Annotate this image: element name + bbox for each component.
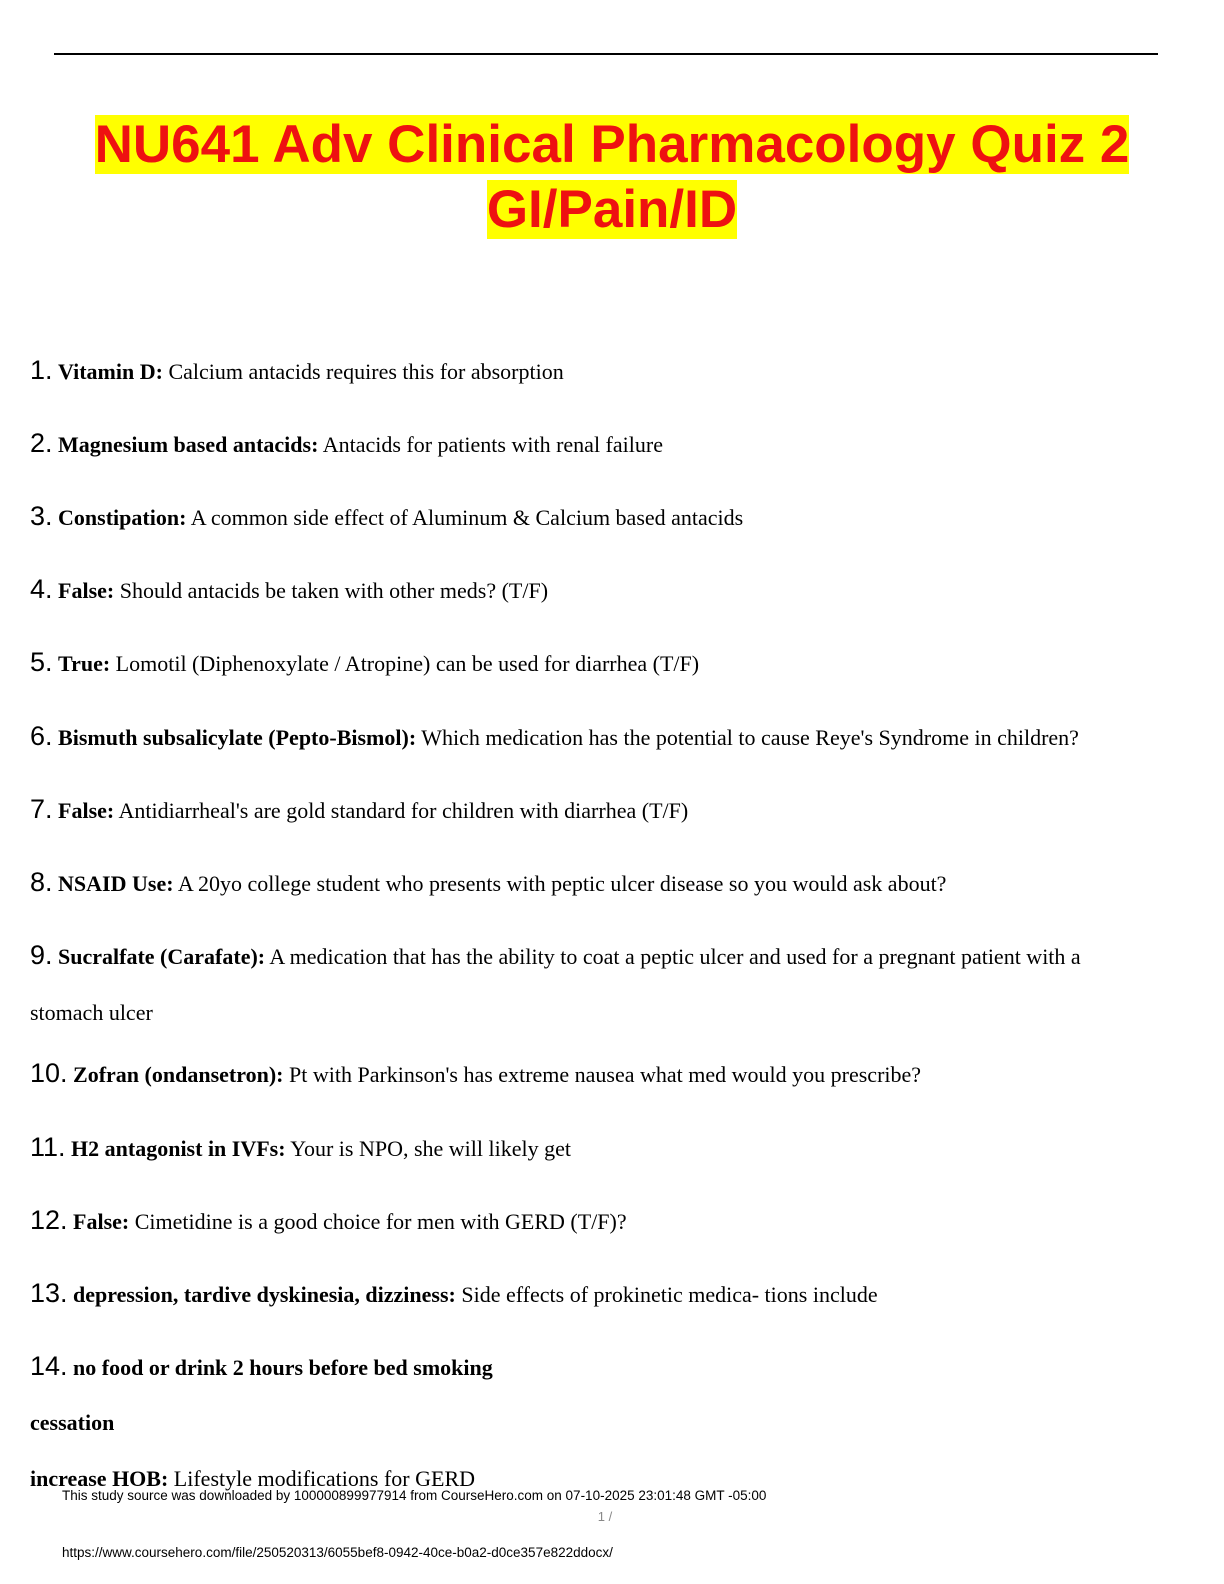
list-item (30, 501, 1190, 533)
item-number: 14. (30, 1351, 68, 1381)
item-definition-continuation: stomach ulcer (30, 1000, 153, 1025)
list-item (30, 574, 1190, 606)
list-item (30, 867, 1190, 899)
item-definition: Lomotil (Diphenoxylate / Atropine) can be used for diarrhea (T/F) (115, 651, 700, 676)
item-number: 3. (30, 501, 53, 531)
item-term: increase HOB: (30, 1466, 169, 1491)
download-source-notice: This study source was downloaded by 100000899977914 from CourseHero.com on 07-10-2025 23:01:48 GMT -05:00 (62, 1488, 767, 1503)
item-number: 5. (30, 647, 53, 677)
item-term: Zofran (ondansetron): (73, 1062, 284, 1087)
item-number: 4. (30, 574, 53, 604)
item-definition: Lifestyle modifications for GERD (173, 1466, 476, 1491)
item-definition: Your is NPO, she will likely get (290, 1136, 571, 1161)
top-rule (54, 53, 1158, 55)
item-number: 9. (30, 940, 53, 970)
title-line-2: GI/Pain/ID (486, 180, 738, 239)
item-definition: Calcium antacids requires this for absorption (168, 359, 564, 384)
item-number: 2. (30, 428, 53, 458)
list-item (30, 428, 1190, 460)
item-definition: A 20yo college student who presents with peptic ulcer disease so you would ask about? (177, 871, 947, 896)
item-term: False: (73, 1209, 130, 1234)
title-line-1: NU641 Adv Clinical Pharmacology Quiz 2 (94, 115, 1130, 174)
item-term-continuation: cessation (30, 1410, 115, 1435)
item-definition: A common side effect of Aluminum & Calcium based antacids (190, 505, 744, 530)
item-term: False: (58, 578, 115, 603)
item-term: Bismuth subsalicylate (Pepto-Bismol): (58, 725, 417, 750)
list-item (30, 647, 1190, 679)
list-item (30, 355, 1190, 387)
item-definition: Should antacids be taken with other meds? (T/F) (119, 578, 549, 603)
list-item (30, 794, 1190, 826)
item-term: NSAID Use: (58, 871, 174, 896)
item-number: 1. (30, 355, 53, 385)
item-term: depression, tardive dyskinesia, dizziness: (73, 1282, 456, 1307)
list-item-continuation (30, 1408, 114, 1438)
page-number: 1 / (597, 1509, 613, 1524)
item-number: 8. (30, 867, 53, 897)
item-definition: Antidiarrheal's are gold standard for children with diarrhea (T/F) (118, 798, 689, 823)
item-definition: A medication that has the ability to coat a peptic ulcer and used for a pregnant patient with a (269, 944, 1081, 969)
item-number: 10. (30, 1058, 68, 1088)
list-item (30, 1132, 1190, 1164)
item-definition: Cimetidine is a good choice for men with GERD (T/F)? (134, 1209, 627, 1234)
list-item (30, 1205, 1190, 1237)
item-term: Sucralfate (Carafate): (58, 944, 266, 969)
list-item (30, 940, 1190, 1028)
item-definition: Pt with Parkinson's has extreme nausea what med would you prescribe? (289, 1062, 922, 1087)
item-term: H2 antagonist in IVFs: (71, 1136, 286, 1161)
item-number: 13. (30, 1278, 68, 1308)
source-url[interactable]: https://www.coursehero.com/file/250520313/6055bef8-0942-40ce-b0a2-d0ce357e822ddocx/ (62, 1545, 613, 1560)
item-definition: Which medication has the potential to cause Reye's Syndrome in children? (421, 725, 1079, 750)
list-item (30, 1058, 1190, 1090)
item-term: Magnesium based antacids: (58, 432, 319, 457)
item-term: False: (58, 798, 115, 823)
item-number: 7. (30, 794, 53, 824)
page-title (0, 112, 1224, 242)
item-term: Constipation: (58, 505, 187, 530)
item-term: no food or drink 2 hours before bed smoking (73, 1355, 493, 1380)
list-item (30, 721, 1190, 753)
item-number: 11. (30, 1132, 66, 1162)
item-definition: Side effects of prokinetic medica- tions include (461, 1282, 878, 1307)
list-item (30, 1278, 1190, 1310)
item-number: 6. (30, 721, 53, 751)
list-item (30, 1351, 1190, 1383)
item-number: 12. (30, 1205, 68, 1235)
item-definition: Antacids for patients with renal failure (322, 432, 663, 457)
item-term: True: (58, 651, 111, 676)
item-term: Vitamin D: (58, 359, 163, 384)
